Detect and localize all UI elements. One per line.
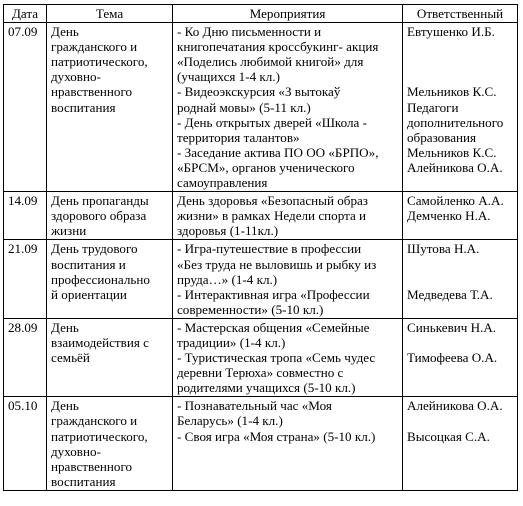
row-events-line: - Туристическая тропа «Семь чудес	[177, 350, 376, 366]
row-responsible-line: Шутова Н.А.	[407, 241, 480, 257]
row-responsible-line: Высоцкая С.А.	[407, 428, 490, 444]
row-events	[173, 23, 403, 192]
row-events-line: жизни» в рамках Недели спорта и	[177, 208, 367, 224]
row-topic-line: нравственного	[51, 458, 133, 474]
blank-line	[407, 69, 513, 84]
blank-line	[407, 54, 513, 69]
row-topic-line: патриотического,	[51, 54, 148, 70]
row-events-line: - Интерактивная игра «Профессии	[177, 286, 370, 302]
row-topic-line: День пропаганды	[51, 193, 149, 209]
row-responsible-line: Синькевич Н.А.	[407, 319, 497, 335]
row-events-line: «БРСМ», органов ученического	[177, 159, 355, 175]
row-date: 05.10	[4, 397, 47, 491]
row-topic-line: духовно-	[51, 443, 101, 459]
row-responsible	[403, 318, 518, 396]
row-topic-line: й ориентации	[51, 286, 127, 302]
row-topic	[47, 397, 173, 491]
row-events	[173, 397, 403, 491]
header-responsible: Ответственный	[403, 5, 518, 23]
table-row	[4, 318, 518, 396]
table-row	[4, 23, 518, 192]
row-events-line: роднай мовы» (5-11 кл.)	[177, 99, 311, 115]
row-topic-line: семьёй	[51, 350, 90, 366]
header-date: Дата	[4, 5, 47, 23]
header-row	[4, 5, 518, 23]
row-responsible-line: Мельников К.С.	[407, 144, 497, 160]
table-row	[4, 397, 518, 491]
row-events-line: Беларусь» (1-4 кл.)	[177, 413, 283, 429]
row-topic-line: гражданского и	[51, 413, 138, 429]
row-events-line: пруда…» (1-4 кл.)	[177, 271, 278, 287]
row-responsible-line: Евтушенко И.Б.	[407, 24, 495, 40]
row-topic-line: жизни	[51, 223, 87, 239]
blank-line	[407, 335, 513, 350]
row-events-line: «Поделись любимой книгой» для	[177, 54, 364, 70]
row-topic-line: гражданского и	[51, 39, 138, 55]
row-events-line: - Видеоэкскурсия «З вытокаў	[177, 84, 341, 100]
row-events-line: книгопечатания кроссбукинг- акция	[177, 39, 379, 55]
row-responsible-line: образования	[407, 129, 477, 145]
row-topic-line: нравственного	[51, 84, 133, 100]
blank-line	[407, 413, 513, 428]
row-topic-line: воспитания	[51, 99, 116, 115]
row-responsible-line: Самойленко А.А.	[407, 193, 504, 209]
table-body	[4, 23, 518, 491]
row-events-line: - Заседание актива ПО ОО «БРПО»,	[177, 144, 379, 160]
blank-line	[407, 272, 513, 287]
row-topic	[47, 318, 173, 396]
row-date: 21.09	[4, 240, 47, 318]
row-topic	[47, 23, 173, 192]
row-topic-line: воспитания и	[51, 256, 126, 272]
row-responsible-line: дополнительного	[407, 114, 504, 130]
row-events-line: родителями учащихся (5-10 кл.)	[177, 380, 356, 396]
blank-line	[407, 257, 513, 272]
blank-line	[407, 39, 513, 54]
row-responsible-line: Тимофеева О.А.	[407, 350, 498, 366]
row-events-line: территория талантов»	[177, 129, 300, 145]
events-schedule-table	[3, 4, 518, 491]
row-date: 28.09	[4, 318, 47, 396]
row-events	[173, 318, 403, 396]
row-topic-line: День	[51, 24, 79, 40]
row-events-line: деревни Терюха» совместно с	[177, 365, 344, 381]
table-row	[4, 240, 518, 318]
row-events-line: «Без труда не выловишь и рыбку из	[177, 256, 377, 272]
row-events-line: День здоровья «Безопасный образ	[177, 193, 368, 209]
row-events-line: - Ко Дню письменности и	[177, 24, 322, 40]
header-topic: Тема	[47, 5, 173, 23]
row-topic-line: профессионально	[51, 271, 150, 287]
row-events-line: - Своя игра «Моя страна» (5-10 кл.)	[177, 428, 376, 444]
row-responsible	[403, 240, 518, 318]
row-topic-line: патриотического,	[51, 428, 148, 444]
row-events	[173, 240, 403, 318]
row-topic-line: День	[51, 398, 79, 414]
row-topic-line: здорового образа	[51, 208, 147, 224]
row-topic-line: День трудового	[51, 241, 138, 257]
row-topic	[47, 240, 173, 318]
row-events-line: - День открытых дверей «Школа -	[177, 114, 367, 130]
row-topic-line: взаимодействия с	[51, 334, 149, 350]
row-date: 14.09	[4, 192, 47, 240]
row-responsible-line: Мельников К.С.	[407, 84, 497, 100]
row-events-line: - Познавательный час «Моя	[177, 398, 332, 414]
row-events-line: современности» (5-10 кл.)	[177, 301, 324, 317]
row-topic-line: День	[51, 319, 79, 335]
row-responsible-line: Алейникова О.А.	[407, 398, 503, 414]
row-events-line: - Игра-путешествие в профессии	[177, 241, 362, 257]
row-events-line: здоровья (1-11кл.)	[177, 223, 279, 239]
header-events: Мероприятия	[173, 5, 403, 23]
row-responsible-line: Демченко Н.А.	[407, 208, 491, 224]
row-responsible-line: Алейникова О.А.	[407, 159, 503, 175]
row-date: 07.09	[4, 23, 47, 192]
table-row	[4, 192, 518, 240]
row-responsible	[403, 23, 518, 192]
row-events-line: (учащихся 1-4 кл.)	[177, 69, 280, 85]
row-responsible-line: Медведева Т.А.	[407, 286, 493, 302]
row-events	[173, 192, 403, 240]
row-events-line: - Мастерская общения «Семейные	[177, 319, 370, 335]
row-responsible	[403, 192, 518, 240]
row-responsible-line: Педагоги	[407, 99, 459, 115]
row-topic	[47, 192, 173, 240]
row-events-line: традиции» (1-4 кл.)	[177, 334, 286, 350]
row-topic-line: воспитания	[51, 473, 116, 489]
row-topic-line: духовно-	[51, 69, 101, 85]
row-responsible	[403, 397, 518, 491]
row-events-line: самоуправления	[177, 175, 268, 191]
